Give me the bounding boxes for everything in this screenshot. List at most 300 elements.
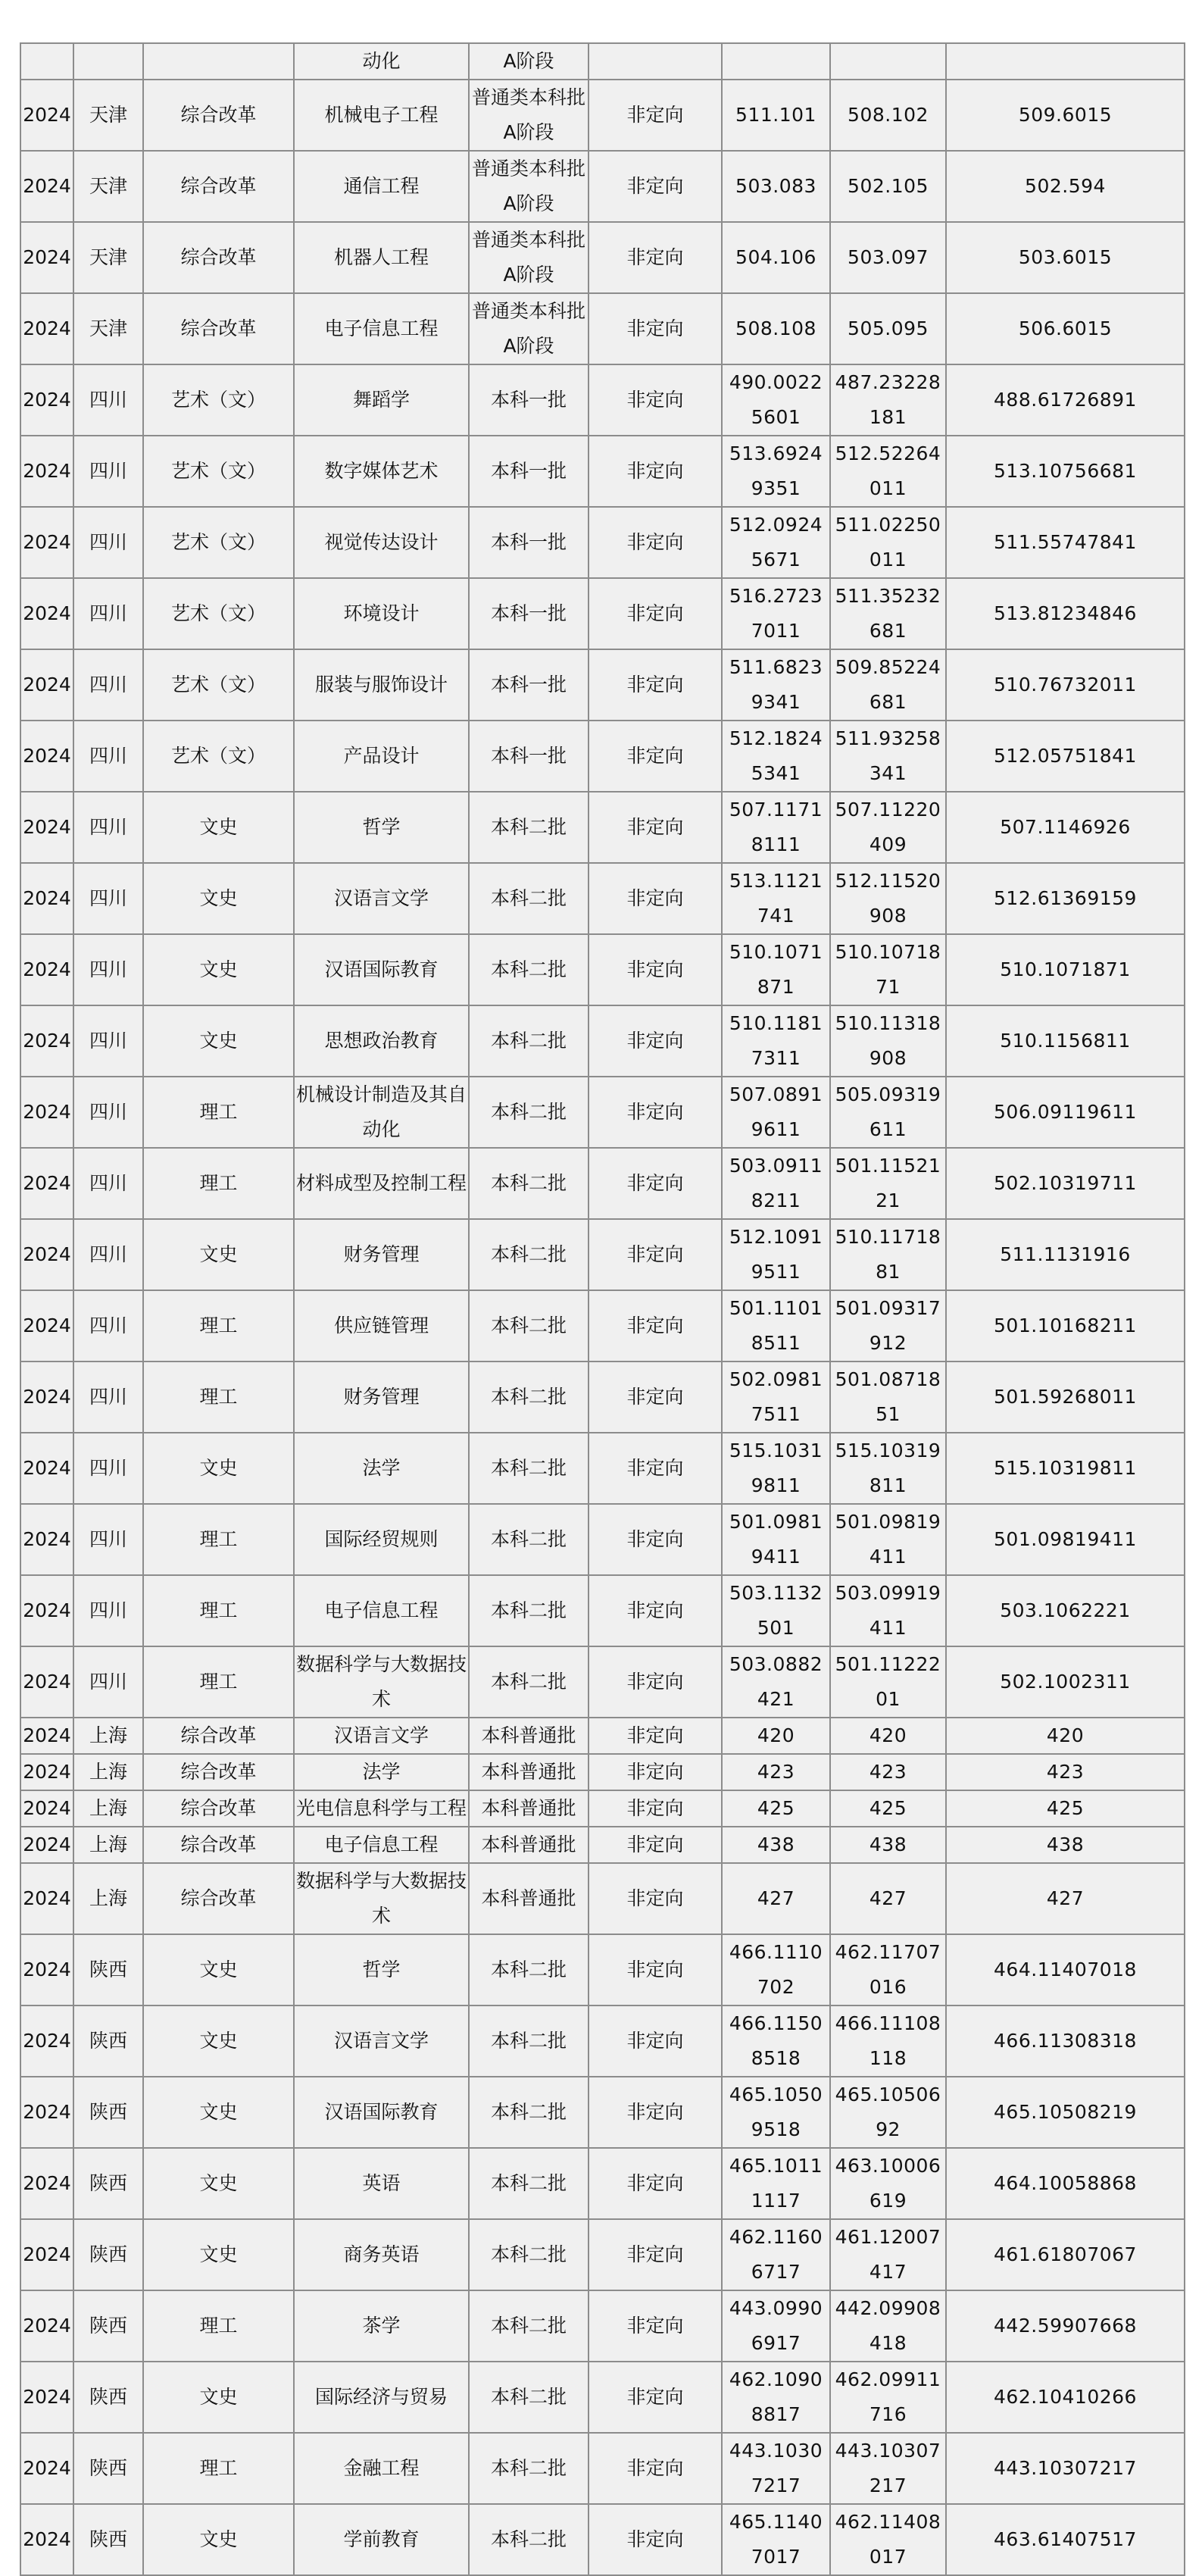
cell-avg-score: 466.11308318 [946,2005,1185,2077]
cell-batch: 本科二批 [469,792,589,863]
cell-avg-score: 512.05751841 [946,721,1185,792]
cell-batch: 普通类本科批A阶段 [469,293,589,364]
cell-min-score: 427 [830,1863,946,1934]
cell-province: 天津 [73,222,143,293]
cell-batch: 本科二批 [469,1575,589,1646]
cell-avg-score: 509.6015 [946,80,1185,151]
cell-min-score: 505.09319611 [830,1077,946,1148]
cell-min-score: 442.09908418 [830,2290,946,2362]
table-row [20,1005,1185,1077]
cell-subject-type: 综合改革 [143,293,294,364]
cell-subject-type: 理工 [143,1148,294,1219]
cell-max-score: 465.10111117 [722,2148,830,2219]
cell-subject-type: 文史 [143,1005,294,1077]
cell-year: 2024 [20,2362,73,2433]
cell-major: 汉语国际教育 [294,934,469,1005]
cell-province: 陕西 [73,2290,143,2362]
cell-province: 天津 [73,151,143,222]
cell-direction: 非定向 [589,578,722,649]
cell-max-score: 438 [722,1827,830,1863]
cell-avg-score: 464.10058868 [946,2148,1185,2219]
cell-province: 陕西 [73,1934,143,2005]
cell-direction: 非定向 [589,1718,722,1754]
cell-batch: 普通类本科批A阶段 [469,151,589,222]
cell-direction: 非定向 [589,2290,722,2362]
cell-subject-type: 文史 [143,1934,294,2005]
cell-subject-type: 艺术（文） [143,507,294,578]
cell-batch: A阶段 [469,43,589,80]
cell-min-score: 511.02250011 [830,507,946,578]
cell-max-score: 425 [722,1790,830,1827]
cell-major: 财务管理 [294,1219,469,1290]
cell-year: 2024 [20,1790,73,1827]
cell-direction: 非定向 [589,293,722,364]
table-row [20,1790,1185,1827]
cell-subject-type: 艺术（文） [143,578,294,649]
cell-province: 四川 [73,1575,143,1646]
cell-direction: 非定向 [589,649,722,721]
cell-province: 上海 [73,1790,143,1827]
cell-min-score: 507.11220409 [830,792,946,863]
cell-year: 2024 [20,1219,73,1290]
cell-year: 2024 [20,436,73,507]
cell-subject-type: 文史 [143,792,294,863]
cell-max-score: 508.108 [722,293,830,364]
cell-major: 国际经济与贸易 [294,2362,469,2433]
cell-direction: 非定向 [589,364,722,436]
cell-major: 数字媒体艺术 [294,436,469,507]
cell-subject-type: 文史 [143,2077,294,2148]
cell-direction: 非定向 [589,1504,722,1575]
table-body [20,43,1185,2575]
cell-year: 2024 [20,863,73,934]
cell-major: 金融工程 [294,2433,469,2504]
cell-min-score: 461.12007417 [830,2219,946,2290]
cell-province: 四川 [73,863,143,934]
cell-direction: 非定向 [589,151,722,222]
cell-year: 2024 [20,1504,73,1575]
cell-year: 2024 [20,1827,73,1863]
cell-batch: 本科一批 [469,507,589,578]
cell-avg-score: 503.1062221 [946,1575,1185,1646]
cell-major: 机械设计制造及其自动化 [294,1077,469,1148]
cell-province: 上海 [73,1754,143,1790]
cell-batch: 本科二批 [469,1077,589,1148]
cell-min-score: 511.93258341 [830,721,946,792]
cell-max-score: 501.11018511 [722,1290,830,1361]
cell-batch: 本科二批 [469,2504,589,2575]
cell-batch: 本科二批 [469,2077,589,2148]
cell-year: 2024 [20,507,73,578]
cell-avg-score: 515.10319811 [946,1433,1185,1504]
cell-major: 数据科学与大数据技术 [294,1863,469,1934]
cell-batch: 本科二批 [469,1433,589,1504]
cell-year: 2024 [20,2504,73,2575]
cell-avg-score: 512.61369159 [946,863,1185,934]
cell-direction: 非定向 [589,507,722,578]
cell-batch: 本科二批 [469,1646,589,1718]
table-row [20,1827,1185,1863]
cell-province: 上海 [73,1863,143,1934]
cell-direction: 非定向 [589,1575,722,1646]
table-row [20,2504,1185,2575]
cell-major: 电子信息工程 [294,1575,469,1646]
cell-province: 四川 [73,792,143,863]
cell-subject-type: 综合改革 [143,1827,294,1863]
cell-direction: 非定向 [589,2077,722,2148]
cell-max-score: 507.08919611 [722,1077,830,1148]
cell-province: 陕西 [73,2077,143,2148]
table-row [20,2148,1185,2219]
cell-year: 2024 [20,80,73,151]
cell-province: 四川 [73,507,143,578]
table-row [20,1504,1185,1575]
cell-province: 四川 [73,934,143,1005]
cell-max-score: 512.10919511 [722,1219,830,1290]
table-row [20,1148,1185,1219]
cell-major: 哲学 [294,1934,469,2005]
cell-min-score: 501.09819411 [830,1504,946,1575]
cell-avg-score: 502.594 [946,151,1185,222]
cell-province: 四川 [73,578,143,649]
cell-subject-type: 理工 [143,1575,294,1646]
cell-subject-type: 文史 [143,1219,294,1290]
cell-batch: 本科普通批 [469,1754,589,1790]
cell-subject-type: 理工 [143,1290,294,1361]
cell-subject-type: 理工 [143,2290,294,2362]
cell-year: 2024 [20,1934,73,2005]
cell-avg-score: 443.10307217 [946,2433,1185,2504]
cell-direction: 非定向 [589,1754,722,1790]
table-row [20,2362,1185,2433]
cell-province: 四川 [73,1646,143,1718]
cell-subject-type: 艺术（文） [143,721,294,792]
cell-min-score: 462.11408017 [830,2504,946,2575]
cell-subject-type: 文史 [143,2362,294,2433]
cell-subject-type: 文史 [143,2148,294,2219]
cell-avg-score [946,43,1185,80]
cell-min-score: 501.1122201 [830,1646,946,1718]
cell-subject-type: 理工 [143,2433,294,2504]
cell-direction: 非定向 [589,1148,722,1219]
cell-direction: 非定向 [589,436,722,507]
cell-max-score: 490.00225601 [722,364,830,436]
table-row [20,1718,1185,1754]
cell-batch: 本科普通批 [469,1790,589,1827]
cell-direction: 非定向 [589,721,722,792]
cell-subject-type [143,43,294,80]
cell-batch: 本科二批 [469,1219,589,1290]
cell-max-score: 513.69249351 [722,436,830,507]
cell-max-score: 503.083 [722,151,830,222]
cell-subject-type: 综合改革 [143,1718,294,1754]
cell-major: 哲学 [294,792,469,863]
cell-major: 英语 [294,2148,469,2219]
table-row [20,436,1185,507]
cell-avg-score: 510.1156811 [946,1005,1185,1077]
cell-avg-score: 506.6015 [946,293,1185,364]
cell-direction: 非定向 [589,1077,722,1148]
cell-batch: 本科普通批 [469,1827,589,1863]
cell-max-score: 427 [722,1863,830,1934]
cell-direction: 非定向 [589,1790,722,1827]
cell-avg-score: 488.61726891 [946,364,1185,436]
table-row [20,2219,1185,2290]
cell-province: 上海 [73,1827,143,1863]
cell-year: 2024 [20,293,73,364]
cell-province: 上海 [73,1718,143,1754]
cell-major: 汉语言文学 [294,863,469,934]
cell-batch: 本科普通批 [469,1718,589,1754]
cell-subject-type: 艺术（文） [143,364,294,436]
cell-min-score: 510.1171881 [830,1219,946,1290]
cell-province: 四川 [73,1290,143,1361]
cell-avg-score: 425 [946,1790,1185,1827]
cell-min-score: 501.1152121 [830,1148,946,1219]
cell-avg-score: 442.59907668 [946,2290,1185,2362]
cell-province: 四川 [73,364,143,436]
cell-major: 学前教育 [294,2504,469,2575]
cell-max-score: 465.10509518 [722,2077,830,2148]
cell-max-score: 466.1110702 [722,1934,830,2005]
cell-major: 汉语言文学 [294,2005,469,2077]
cell-batch: 本科二批 [469,1005,589,1077]
cell-avg-score: 420 [946,1718,1185,1754]
cell-batch: 本科二批 [469,2362,589,2433]
cell-batch: 本科二批 [469,863,589,934]
cell-min-score: 423 [830,1754,946,1790]
cell-min-score: 502.105 [830,151,946,222]
cell-year: 2024 [20,1005,73,1077]
cell-year: 2024 [20,151,73,222]
cell-major: 电子信息工程 [294,1827,469,1863]
cell-province: 四川 [73,1504,143,1575]
table-row [20,1219,1185,1290]
cell-max-score: 504.106 [722,222,830,293]
cell-batch: 本科二批 [469,2148,589,2219]
cell-min-score: 501.0871851 [830,1361,946,1433]
cell-year: 2024 [20,1754,73,1790]
cell-year: 2024 [20,1077,73,1148]
cell-subject-type: 理工 [143,1361,294,1433]
table-row [20,43,1185,80]
table-row [20,2077,1185,2148]
cell-batch: 本科二批 [469,2290,589,2362]
cell-avg-score: 461.61807067 [946,2219,1185,2290]
cell-subject-type: 文史 [143,1433,294,1504]
table-row [20,364,1185,436]
cell-direction: 非定向 [589,792,722,863]
cell-direction: 非定向 [589,1934,722,2005]
cell-major: 舞蹈学 [294,364,469,436]
cell-avg-score: 511.1131916 [946,1219,1185,1290]
cell-batch: 本科一批 [469,721,589,792]
cell-direction: 非定向 [589,1361,722,1433]
table-row [20,2005,1185,2077]
cell-subject-type: 文史 [143,2219,294,2290]
cell-subject-type: 文史 [143,863,294,934]
cell-direction: 非定向 [589,2219,722,2290]
cell-year [20,43,73,80]
cell-max-score: 503.09118211 [722,1148,830,1219]
table-row [20,293,1185,364]
cell-max-score: 512.18245341 [722,721,830,792]
cell-max-score: 512.09245671 [722,507,830,578]
table-row [20,2433,1185,2504]
table-row [20,1646,1185,1718]
cell-major: 环境设计 [294,578,469,649]
cell-batch: 本科二批 [469,2433,589,2504]
cell-subject-type: 综合改革 [143,222,294,293]
cell-avg-score: 462.10410266 [946,2362,1185,2433]
cell-avg-score: 423 [946,1754,1185,1790]
cell-province: 四川 [73,649,143,721]
table-row [20,578,1185,649]
cell-direction: 非定向 [589,934,722,1005]
cell-year: 2024 [20,222,73,293]
cell-province: 陕西 [73,2362,143,2433]
cell-major: 电子信息工程 [294,293,469,364]
cell-min-score: 512.52264011 [830,436,946,507]
table-row [20,1290,1185,1361]
cell-subject-type: 综合改革 [143,1790,294,1827]
cell-year: 2024 [20,1718,73,1754]
cell-subject-type: 理工 [143,1646,294,1718]
cell-min-score: 465.1050692 [830,2077,946,2148]
cell-max-score: 462.10908817 [722,2362,830,2433]
cell-max-score: 503.0882421 [722,1646,830,1718]
cell-direction: 非定向 [589,2005,722,2077]
cell-min-score: 512.11520908 [830,863,946,934]
cell-year: 2024 [20,2148,73,2219]
cell-avg-score: 501.10168211 [946,1290,1185,1361]
cell-max-score: 423 [722,1754,830,1790]
cell-max-score: 513.1121741 [722,863,830,934]
cell-major: 材料成型及控制工程 [294,1148,469,1219]
cell-batch: 本科一批 [469,578,589,649]
cell-subject-type: 综合改革 [143,1754,294,1790]
table-row [20,2290,1185,2362]
cell-year: 2024 [20,792,73,863]
cell-major: 汉语言文学 [294,1718,469,1754]
cell-major: 汉语国际教育 [294,2077,469,2148]
cell-major: 思想政治教育 [294,1005,469,1077]
table-row [20,863,1185,934]
cell-max-score: 420 [722,1718,830,1754]
cell-direction: 非定向 [589,2433,722,2504]
cell-year: 2024 [20,1361,73,1433]
cell-batch: 本科二批 [469,1290,589,1361]
cell-major: 数据科学与大数据技术 [294,1646,469,1718]
cell-batch: 本科二批 [469,2219,589,2290]
cell-min-score: 487.23228181 [830,364,946,436]
cell-avg-score: 503.6015 [946,222,1185,293]
cell-subject-type: 文史 [143,2504,294,2575]
cell-direction: 非定向 [589,1863,722,1934]
cell-year: 2024 [20,578,73,649]
cell-year: 2024 [20,1646,73,1718]
cell-direction: 非定向 [589,863,722,934]
cell-direction: 非定向 [589,2362,722,2433]
cell-min-score: 462.09911716 [830,2362,946,2433]
cell-min-score: 501.09317912 [830,1290,946,1361]
cell-subject-type: 文史 [143,2005,294,2077]
cell-avg-score: 465.10508219 [946,2077,1185,2148]
cell-subject-type: 理工 [143,1504,294,1575]
cell-subject-type: 综合改革 [143,1863,294,1934]
cell-max-score: 511.101 [722,80,830,151]
cell-batch: 普通类本科批A阶段 [469,80,589,151]
cell-batch: 本科二批 [469,1148,589,1219]
cell-max-score: 511.68239341 [722,649,830,721]
table-row [20,1361,1185,1433]
cell-direction: 非定向 [589,1005,722,1077]
cell-min-score: 466.11108118 [830,2005,946,2077]
cell-subject-type: 综合改革 [143,80,294,151]
cell-major: 通信工程 [294,151,469,222]
cell-province: 陕西 [73,2219,143,2290]
cell-avg-score: 438 [946,1827,1185,1863]
cell-avg-score: 510.1071871 [946,934,1185,1005]
cell-max-score: 510.1071871 [722,934,830,1005]
cell-batch: 本科二批 [469,1934,589,2005]
cell-min-score: 505.095 [830,293,946,364]
cell-direction: 非定向 [589,1290,722,1361]
cell-major: 机械电子工程 [294,80,469,151]
table-row [20,1433,1185,1504]
cell-year: 2024 [20,2219,73,2290]
cell-major: 服装与服饰设计 [294,649,469,721]
cell-min-score: 510.11318908 [830,1005,946,1077]
cell-direction: 非定向 [589,2148,722,2219]
cell-direction: 非定向 [589,222,722,293]
table-row [20,1077,1185,1148]
cell-avg-score: 501.09819411 [946,1504,1185,1575]
cell-min-score: 508.102 [830,80,946,151]
cell-batch: 本科二批 [469,2005,589,2077]
cell-major: 国际经贸规则 [294,1504,469,1575]
cell-avg-score: 464.11407018 [946,1934,1185,2005]
cell-subject-type: 艺术（文） [143,649,294,721]
cell-min-score: 443.10307217 [830,2433,946,2504]
cell-year: 2024 [20,2005,73,2077]
cell-batch: 本科一批 [469,649,589,721]
cell-avg-score: 427 [946,1863,1185,1934]
table-row [20,1754,1185,1790]
cell-avg-score: 511.55747841 [946,507,1185,578]
cell-province: 天津 [73,293,143,364]
cell-direction [589,43,722,80]
cell-year: 2024 [20,364,73,436]
cell-min-score: 511.35232681 [830,578,946,649]
cell-province: 四川 [73,1433,143,1504]
cell-major: 视觉传达设计 [294,507,469,578]
cell-min-score: 420 [830,1718,946,1754]
cell-province: 四川 [73,721,143,792]
table-row [20,151,1185,222]
cell-year: 2024 [20,1575,73,1646]
table-row [20,1934,1185,2005]
cell-year: 2024 [20,1148,73,1219]
cell-min-score: 425 [830,1790,946,1827]
table-row [20,721,1185,792]
cell-max-score: 465.11407017 [722,2504,830,2575]
cell-major: 茶学 [294,2290,469,2362]
cell-min-score: 503.09919411 [830,1575,946,1646]
cell-province: 陕西 [73,2433,143,2504]
cell-avg-score: 507.1146926 [946,792,1185,863]
table-row [20,1863,1185,1934]
